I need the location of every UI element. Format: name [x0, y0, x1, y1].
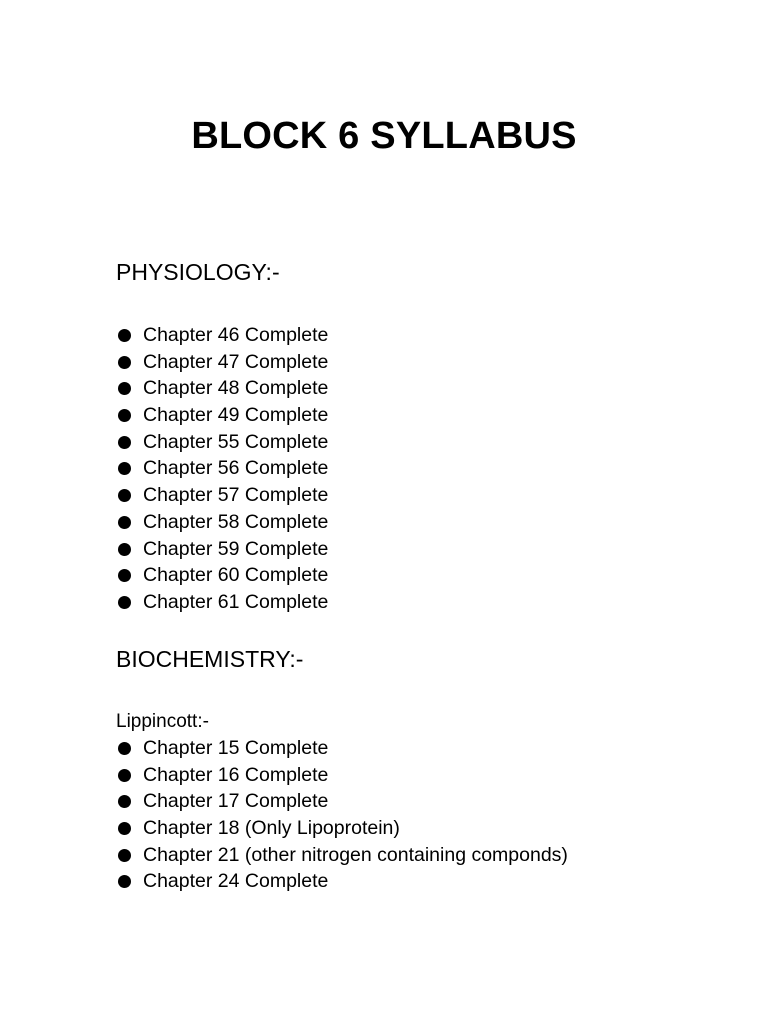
page-title: BLOCK 6 SYLLABUS — [191, 115, 577, 157]
bullet-icon — [118, 409, 131, 422]
bullet-icon — [118, 329, 131, 342]
bullet-icon — [118, 543, 131, 556]
physiology-heading: PHYSIOLOGY:- — [116, 259, 280, 285]
bullet-icon — [118, 516, 131, 529]
lippincott-subheading: Lippincott:- — [116, 711, 209, 732]
bullet-icon — [118, 795, 131, 808]
biochemistry-heading: BIOCHEMISTRY:- — [116, 646, 304, 672]
bullet-icon — [118, 462, 131, 475]
bullet-icon — [118, 596, 131, 609]
bullet-icon — [118, 569, 131, 582]
bullet-icon — [118, 849, 131, 862]
document-page: BLOCK 6 SYLLABUS PHYSIOLOGY:- Chapter 46 Complete Chapter 47 Complete Chapter 48 Complete Chapter 49 Complete Chapter 55 Complete Chapter 56 Complete Chapter 57 Complete Chapter 58 Complete Chapter 59 Complete Chapter 60 Complete Chapter 61 Complete BIOCHEMISTRY:- Lippincott:- Chapter 15 Complete Chapter 16 Complete Chapter 17 Complete Chapter 18 (Only Lipoprotein) Chapter 21 (other nitrogen containing componds) Chapter 24 Complete — [0, 0, 768, 1024]
bullet-icon — [118, 436, 131, 449]
bullet-icon — [118, 822, 131, 835]
bullet-icon — [118, 875, 131, 888]
bullet-icon — [118, 382, 131, 395]
bullet-icon — [118, 769, 131, 782]
bullet-icon — [118, 356, 131, 369]
bullet-icon — [118, 742, 131, 755]
bullet-icon — [118, 489, 131, 502]
